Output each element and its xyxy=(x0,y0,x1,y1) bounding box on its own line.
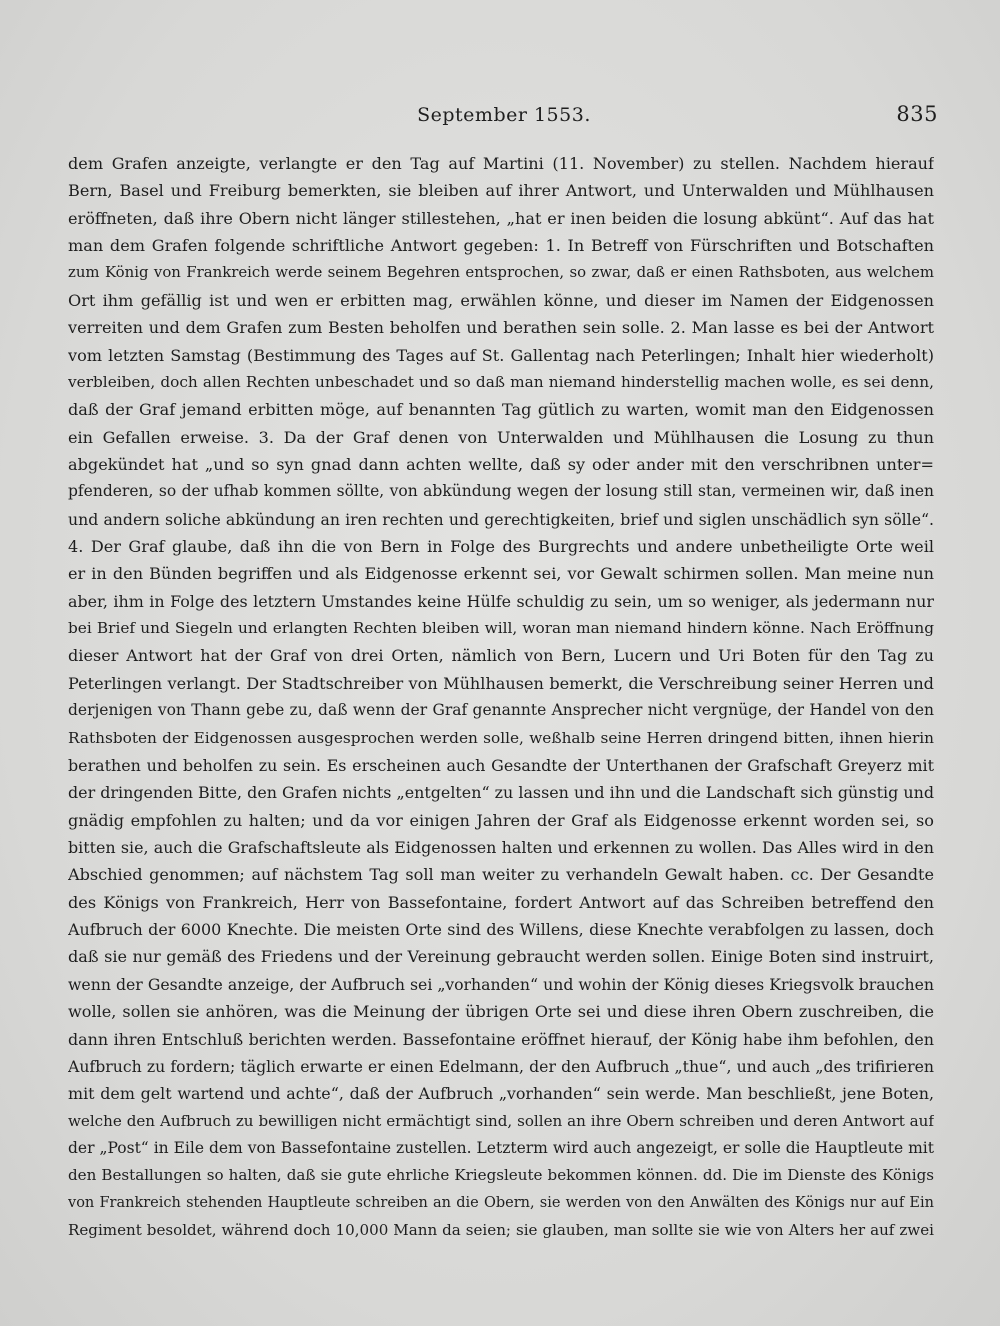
text-line: welche den Aufbruch zu bewilligen nicht ermächtigt sind, sollen an ihre Obern schreiben und deren Antwort auf xyxy=(68,1111,934,1130)
text-line: gnädig empfohlen zu halten; und da vor einigen Jahren der Graf als Eidgenosse erkennt worden sei, so xyxy=(68,810,934,830)
text-line: und andern soliche abkündung an iren rechten und gerechtigkeiten, brief und siglen unschädlich syn sölle“. xyxy=(68,509,934,529)
text-line: Aufbruch der 6000 Knechte. Die meisten Orte sind des Willens, diese Knechte verabfolgen zu lassen, doch xyxy=(68,920,934,940)
text-line: von Frankreich stehenden Hauptleute schreiben an die Obern, sie werden von den Anwälten des Königs nur auf Ein xyxy=(68,1194,934,1211)
text-line: des Königs von Frankreich, Herr von Bassefontaine, fordert Antwort auf das Schreiben betreffend den xyxy=(68,892,934,912)
text-line: derjenigen von Thann gebe zu, daß wenn der Graf genannte Ansprecher nicht vergnüge, der Handel von den xyxy=(68,701,934,720)
text-line: verreiten und dem Grafen zum Besten beholfen und berathen sein solle. 2. Man lasse es bei der Antwort xyxy=(68,318,934,338)
text-line: Rathsboten der Eidgenossen ausgesprochen werden solle, weßhalb seine Herren dringend bitten, ihnen hierin xyxy=(68,728,934,747)
text-line: der dringenden Bitte, den Grafen nichts „entgelten“ zu lassen und ihn und die Landschaft sich günstig und xyxy=(68,783,934,803)
text-line: eröffneten, daß ihre Obern nicht länger stillestehen, „hat er inen beiden die losung abkünt“. Auf das hat xyxy=(68,208,934,228)
text-line: den Bestallungen so halten, daß sie gute ehrliche Kriegsleute bekommen können. dd. Die im Dienste des Königs xyxy=(68,1166,934,1185)
text-line: vom letzten Samstag (Bestimmung des Tages auf St. Gallentag nach Peterlingen; Inhalt hier wiederholt) xyxy=(68,345,934,365)
text-line: abgekündet hat „und so syn gnad dann achten wellte, daß sy oder ander mit den verschribnen unter= xyxy=(68,454,934,474)
text-line: daß der Graf jemand erbitten möge, auf benannten Tag gütlich zu warten, womit man den Eidgenossen xyxy=(68,400,934,420)
text-line: 4. Der Graf glaube, daß ihn die von Bern in Folge des Burgrechts und andere unbetheiligte Orte weil xyxy=(68,537,934,557)
text-line: ein Gefallen erweise. 3. Da der Graf denen von Unterwalden und Mühlhausen die Losung zu thun xyxy=(68,427,934,447)
text-line: bei Brief und Siegeln und erlangten Rechten bleiben will, woran man niemand hindern könne. Nach Eröffnung xyxy=(68,619,934,638)
body-text xyxy=(68,150,934,1244)
text-line: pfenderen, so der ufhab kommen söllte, von abkündung wegen der losung still stan, vermeinen wir, daß inen xyxy=(68,482,934,501)
text-line: dieser Antwort hat der Graf von drei Orten, nämlich von Bern, Lucern und Uri Boten für den Tag zu xyxy=(68,646,934,666)
text-line: wenn der Gesandte anzeige, der Aufbruch sei „vorhanden“ und wohin der König dieses Kriegsvolk brauchen xyxy=(68,974,934,994)
text-line: bitten sie, auch die Grafschaftsleute als Eidgenossen halten und erkennen zu wollen. Das Alles wird in den xyxy=(68,837,934,857)
text-line: zum König von Frankreich werde seinem Begehren entsprochen, so zwar, daß er einen Rathsboten, aus welchem xyxy=(68,263,934,282)
text-line: man dem Grafen folgende schriftliche Antwort gegeben: 1. In Betreff von Fürschriften und Botschaften xyxy=(68,236,934,256)
text-line: Abschied genommen; auf nächstem Tag soll man weiter zu verhandeln Gewalt haben. cc. Der Gesandte xyxy=(68,865,934,885)
text-line: Aufbruch zu fordern; täglich erwarte er einen Edelmann, der den Aufbruch „thue“, und auch „des trifirieren xyxy=(68,1056,934,1076)
text-line: wolle, sollen sie anhören, was die Meinung der übrigen Orte sei und diese ihren Obern zuschreiben, die xyxy=(68,1002,934,1022)
page-number: 835 xyxy=(896,102,938,126)
text-line: mit dem gelt wartend und achte“, daß der Aufbruch „vorhanden“ sein werde. Man beschließt, jene Boten, xyxy=(68,1084,934,1104)
text-line: Ort ihm gefällig ist und wen er erbitten mag, erwählen könne, und dieser im Namen der Eidgenossen xyxy=(68,290,934,310)
text-line: aber, ihm in Folge des letztern Umstandes keine Hülfe schuldig zu sein, um so weniger, als jedermann nur xyxy=(68,591,934,611)
text-line: daß sie nur gemäß des Friedens und der Vereinung gebraucht werden sollen. Einige Boten sind instruirt, xyxy=(68,947,934,967)
text-line: er in den Bünden begriffen und als Eidgenosse erkennt sei, vor Gewalt schirmen sollen. Man meine nun xyxy=(68,564,934,584)
text-line: berathen und beholfen zu sein. Es erscheinen auch Gesandte der Unterthanen der Grafschaft Greyerz mit xyxy=(68,755,934,775)
text-line: Regiment besoldet, während doch 10,000 Mann da seien; sie glauben, man sollte sie wie von Alters her auf zwei xyxy=(68,1221,934,1240)
text-line: Peterlingen verlangt. Der Stadtschreiber von Mühlhausen bemerkt, die Verschreibung seiner Herren und xyxy=(68,673,934,693)
text-line: der „Post“ in Eile dem von Bassefontaine zustellen. Letzterm wird auch angezeigt, er solle die Hauptleute mit xyxy=(68,1138,934,1157)
running-head-title: September 1553. xyxy=(417,104,591,126)
running-head xyxy=(70,104,938,130)
text-line: Bern, Basel und Freiburg bemerkten, sie bleiben auf ihrer Antwort, und Unterwalden und Mühlhausen xyxy=(68,181,934,201)
text-line: dann ihren Entschluß berichten werden. Bassefontaine eröffnet hierauf, der König habe ihm befohlen, den xyxy=(68,1029,934,1049)
text-line: dem Grafen anzeigte, verlangte er den Tag auf Martini (11. November) zu stellen. Nachdem hierauf xyxy=(68,154,934,173)
text-line: verbleiben, doch allen Rechten unbeschadet und so daß man niemand hinderstellig machen wolle, es sei denn, xyxy=(68,372,934,391)
